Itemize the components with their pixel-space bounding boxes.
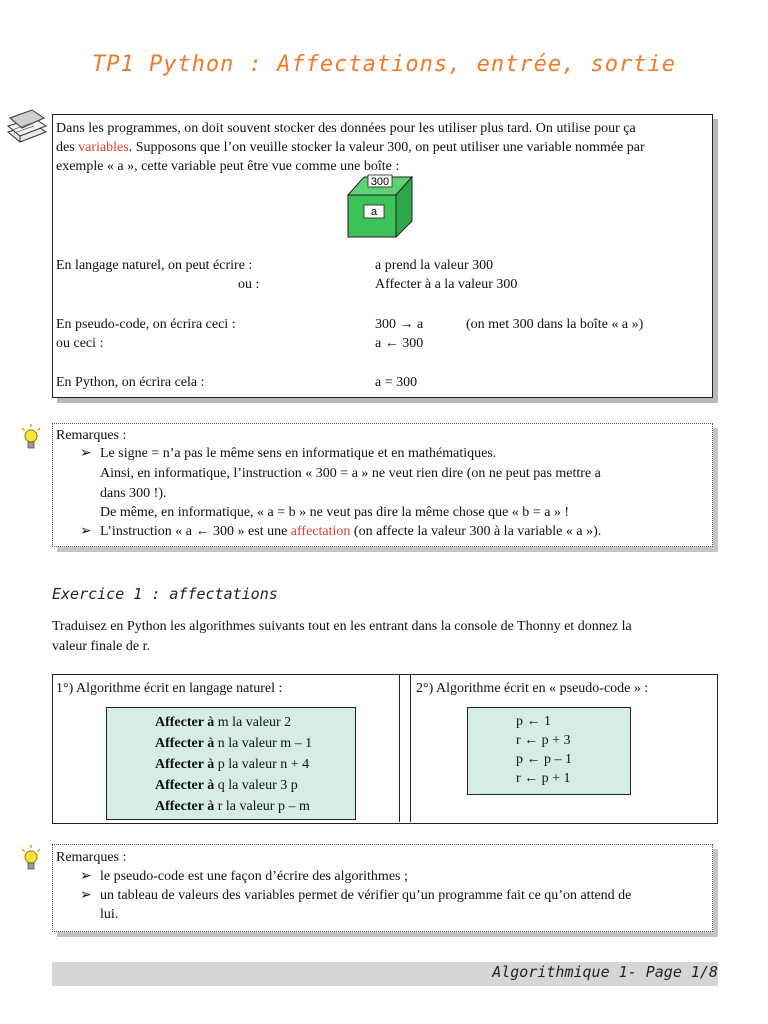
pseudo-note: (on met 300 dans la boîte « a ») — [466, 317, 644, 332]
exercise-intro-2: valeur finale de r. — [52, 639, 150, 654]
natural-right-2: Affecter à a la valeur 300 — [375, 277, 518, 292]
python-right: a = 300 — [375, 375, 418, 390]
books-icon — [4, 106, 50, 146]
box-label: a — [370, 206, 378, 218]
natural-right-1: a prend la valeur 300 — [375, 258, 494, 273]
arrow-bullet-icon: ➢ — [80, 524, 92, 539]
remark-1-1c: dans 300 !). — [100, 486, 167, 501]
exercise-title: Exercice 1 : affectations — [52, 585, 278, 603]
pseudo-steps — [516, 712, 572, 788]
remark-2-1: ➢ le pseudo-code est une façon d’écrire des algorithmes ; — [80, 869, 408, 884]
pseudo-right-2: a ← 300 — [375, 336, 424, 351]
page-footer: Algorithmique 1- Page 1/8 — [492, 963, 718, 981]
col1-header: 1°) Algorithme écrit en langage naturel : — [56, 681, 283, 696]
intro-line-1: Dans les programmes, on doit souvent stocker des données pour les utiliser plus tard. On utilise pour ça — [56, 121, 636, 136]
pseudo-step: p ← 1 — [516, 714, 551, 729]
remark-1-1d: De même, en informatique, « a = b » ne veut pas dire la même chose que « b = a » ! — [100, 505, 570, 520]
pseudo-step: p ← p – 1 — [516, 752, 572, 767]
pseudo-step: r ← p + 1 — [516, 771, 571, 786]
remark-1-1: ➢ Le signe = n’a pas le même sens en informatique et en mathématiques. — [80, 446, 497, 461]
table-divider — [399, 674, 411, 822]
natural-step: Affecter à r la valeur p – m — [155, 799, 310, 814]
remark-2-2b: lui. — [100, 907, 119, 922]
variables-term: variables — [78, 140, 129, 155]
arrow-bullet-icon: ➢ — [80, 446, 92, 461]
natural-step: Affecter à p la valeur n + 4 — [155, 757, 310, 772]
box-value: 300 — [370, 176, 390, 188]
remark-2-2: ➢ un tableau de valeurs des variables permet de vérifier qu’un programme fait ce qu’on attend de — [80, 888, 632, 903]
pseudo-left-2: ou ceci : — [56, 336, 104, 351]
remarks-heading-1: Remarques : — [56, 428, 127, 443]
intro-line-3: exemple « a », cette variable peut être vue comme une boîte : — [56, 159, 400, 174]
exercise-intro-1: Traduisez en Python les algorithmes suivants tout en les entrant dans la console de Thonny et donnez la — [52, 619, 632, 634]
remarks-heading-2: Remarques : — [56, 850, 127, 865]
lightbulb-icon — [20, 845, 42, 873]
natural-step: Affecter à m la valeur 2 — [155, 715, 292, 730]
pseudo-step: r ← p + 3 — [516, 733, 571, 748]
natural-step: Affecter à n la valeur m – 1 — [155, 736, 313, 751]
natural-left-2: ou : — [238, 277, 260, 292]
natural-step: Affecter à q la valeur 3 p — [155, 778, 298, 793]
python-left: En Python, on écrira cela : — [56, 375, 205, 390]
affectation-term: affectation — [290, 524, 351, 539]
lightbulb-icon — [20, 424, 42, 452]
page-title: TP1 Python : Affectations, entrée, sortie — [91, 52, 677, 77]
col2-header: 2°) Algorithme écrit en « pseudo-code » : — [416, 681, 649, 696]
remark-1-1b: Ainsi, en informatique, l’instruction « 300 = a » ne veut rien dire (on ne peut pas mettre a — [100, 466, 601, 481]
arrow-bullet-icon: ➢ — [80, 888, 92, 903]
arrow-bullet-icon: ➢ — [80, 869, 92, 884]
variable-box-illustration — [344, 173, 418, 239]
intro-line-2: des variables. Supposons que l’on veuille stocker la valeur 300, on peut utiliser une variable nommée par — [56, 140, 645, 155]
pseudo-right-1: 300 → a — [375, 317, 424, 332]
pseudo-left-1: En pseudo-code, on écrira ceci : — [56, 317, 236, 332]
remark-1-2: ➢ L’instruction « a ← 300 » est une affectation (on affecte la valeur 300 à la variable « a »). — [80, 524, 602, 539]
natural-steps — [155, 712, 312, 817]
natural-left-1: En langage naturel, on peut écrire : — [56, 258, 253, 273]
